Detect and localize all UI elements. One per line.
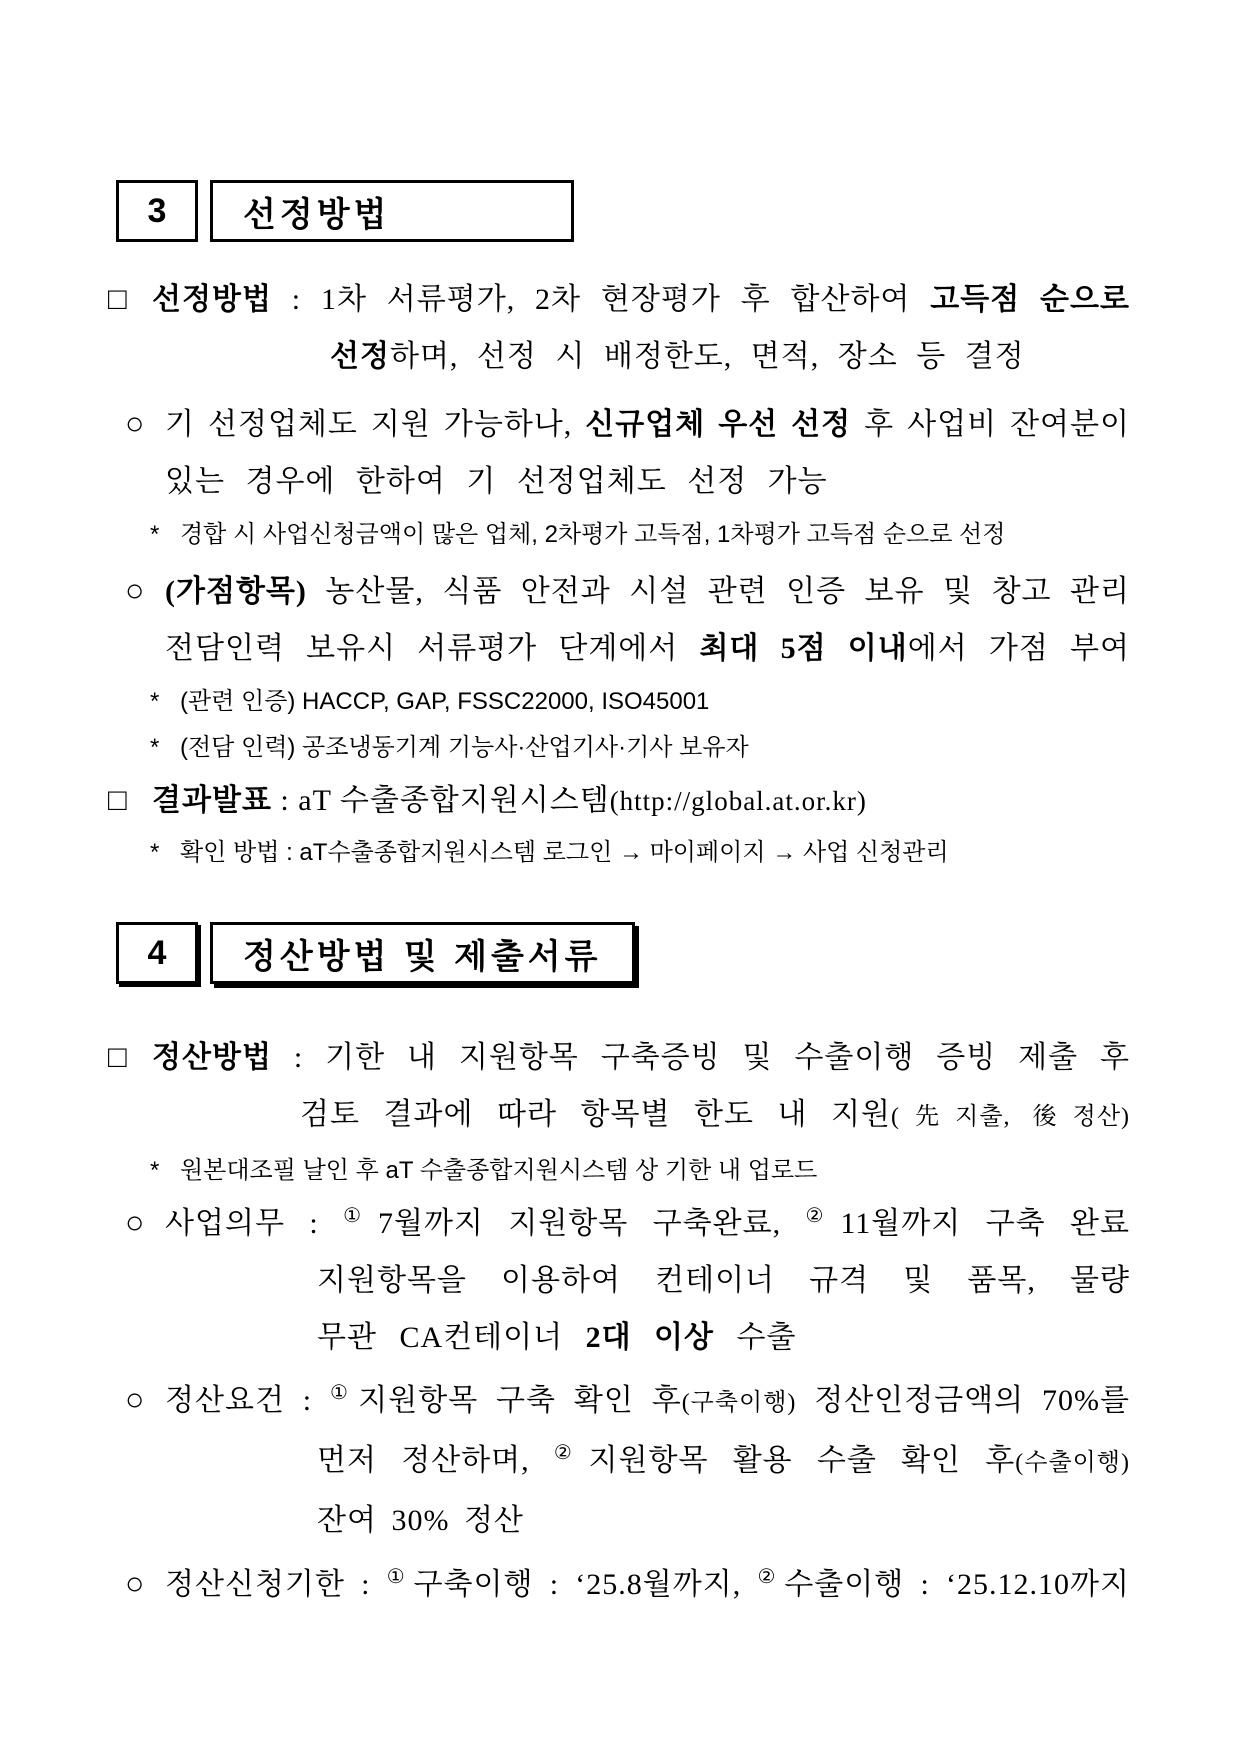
line-text: : 기한 내 지원항목 구축증빙 및 수출이행 증빙 제출 후: [271, 1041, 1130, 1074]
para-existing-company-line2: [165, 453, 1240, 510]
circled-2-marker: ②: [553, 1442, 589, 1464]
result-announcement-label: 결과발표: [152, 784, 272, 817]
note-dedicated-staff: [150, 725, 1240, 771]
line-text: 사업의무 :: [165, 1207, 344, 1240]
line-text: : aT 수출종합지원시스템: [271, 784, 610, 817]
para-bonus-items-line1: [125, 562, 1130, 620]
section-3-number: 3: [147, 191, 167, 230]
note-competition-rule: [150, 512, 1240, 558]
note-text: (관련 인증) HACCP, GAP, FSSC22000, ISO45001: [180, 688, 710, 715]
highlight-2-or-more: 2대 이상: [585, 1321, 715, 1354]
circled-2-marker: ②: [805, 1205, 841, 1227]
line-text: 수출이행 : ‘25.12.10까지: [784, 1568, 1131, 1601]
section-3: [0, 180, 1240, 876]
section-4-title-box: [210, 922, 635, 984]
circle-bullet-marker: ○: [125, 405, 146, 441]
note-check-method: [150, 830, 1240, 876]
note-text: (전담 인력) 공조냉동기계 기능사·산업기사·기사 보유자: [180, 734, 749, 761]
note-text: 확인 방법 : aT수출종합지원시스템 로그인 → 마이페이지 → 사업 신청관리: [180, 839, 949, 866]
asterisk-marker: *: [150, 688, 160, 715]
highlight-max-5-points: 최대 5점 이내: [699, 632, 908, 665]
section-4-title: 정산방법 및 제출서류: [243, 937, 602, 976]
line-text: 정산요건 :: [165, 1384, 330, 1417]
line-text: 기 선정업체도 지원 가능하나,: [165, 408, 586, 441]
section-4-number: 4: [147, 933, 167, 972]
para-settlement-deadline: [125, 1555, 1130, 1613]
circled-2-marker: ②: [757, 1566, 785, 1588]
para-existing-company-line1: [125, 395, 1130, 453]
paren-build-fulfillment: (구축이행): [681, 1390, 797, 1416]
para-settlement-requirement-line1: [125, 1371, 1130, 1432]
line-text: 농산물, 식품 안전과 시설 관련 인증 보유 및 창고 관리: [306, 575, 1130, 608]
asterisk-marker: *: [150, 521, 160, 548]
highlight-new-company-priority: 신규업체 우선 선정: [585, 408, 852, 441]
section-3-title-box: [210, 180, 574, 242]
circle-bullet-marker: ○: [125, 1381, 146, 1417]
para-bonus-items-line2: [165, 620, 1130, 677]
line-text: 전담인력 보유시 서류평가 단계에서: [165, 632, 700, 665]
para-result-announcement: [108, 771, 1240, 830]
note-original-seal-upload: [150, 1148, 1240, 1194]
circled-1-marker: ①: [329, 1382, 359, 1404]
asterisk-marker: *: [150, 839, 160, 866]
circle-bullet-marker: ○: [125, 1565, 146, 1601]
section-3-header: [116, 180, 1240, 242]
line-text: 구축이행 : ‘25.8월까지,: [413, 1568, 758, 1601]
line-text: 지원항목 구축 확인 후: [358, 1384, 682, 1417]
section-4-header: [116, 922, 1240, 984]
line-text: 후 사업비 잔여분이: [851, 408, 1130, 441]
para-settlement-method-line2: [300, 1086, 1130, 1146]
line-text: 정산신청기한 :: [165, 1568, 387, 1601]
bonus-items-label: (가점항목): [165, 575, 307, 608]
line-text: 수출: [714, 1321, 797, 1354]
circled-1-marker: ①: [386, 1566, 414, 1588]
paren-export-fulfillment: (수출이행): [1015, 1450, 1130, 1476]
section-3-title: 선정방법: [243, 195, 391, 234]
settlement-method-label: 정산방법: [152, 1041, 272, 1074]
note-text: 경합 시 사업신청금액이 많은 업체, 2차평가 고득점, 1차평가 고득점 순으로 선정: [180, 521, 1006, 548]
line-text: 에서 가점 부여: [907, 632, 1130, 665]
line-text: 있는 경우에 한하여 기 선정업체도 선정 가능: [165, 465, 828, 498]
para-business-duty-line2: [317, 1252, 1130, 1309]
para-settlement-method-line1: [108, 1028, 1130, 1086]
asterisk-marker: *: [150, 1157, 160, 1184]
circle-bullet-marker: ○: [125, 572, 146, 608]
line-text: 정산인정금액의 70%를: [796, 1384, 1130, 1417]
line-text: 잔여 30% 정산: [317, 1504, 524, 1537]
hanja-prepay-postsettle: (先지출, 後정산): [891, 1104, 1130, 1130]
para-selection-method-line2: [330, 328, 1240, 385]
line-text: 7월까지 지원항목 구축완료,: [377, 1207, 806, 1240]
line-text: 11월까지 구축 완료: [840, 1207, 1130, 1240]
system-url-text: (http://global.at.or.kr): [609, 786, 867, 816]
circle-bullet-marker: ○: [125, 1204, 146, 1240]
highlight-top-score: 고득점 순으로: [930, 283, 1130, 316]
line-text: 먼저 정산하며,: [317, 1444, 554, 1477]
line-text: 하며, 선정 시 배정한도, 면적, 장소 등 결정: [389, 340, 1025, 373]
para-settlement-requirement-line3: [317, 1492, 1240, 1549]
line-text: : 1차 서류평가, 2차 현장평가 후 합산하여: [271, 283, 931, 316]
para-business-duty-line1: [125, 1194, 1130, 1252]
square-bullet-marker: □: [108, 1039, 128, 1074]
note-text: 원본대조필 날인 후 aT 수출종합지원시스템 상 기한 내 업로드: [180, 1157, 818, 1184]
line-text: 검토 결과에 따라 항목별 한도 내 지원: [300, 1098, 892, 1131]
asterisk-marker: *: [150, 734, 160, 761]
line-text: 무관 CA컨테이너: [317, 1321, 586, 1354]
para-business-duty-line3: [317, 1309, 1240, 1366]
circled-1-marker: ①: [343, 1205, 378, 1227]
section-3-number-box: [116, 180, 198, 242]
highlight-selection: 선정: [330, 340, 390, 373]
line-text: 지원항목을 이용하여 컨테이너 규격 및 품목, 물량: [317, 1264, 1130, 1297]
section-4-number-box: [116, 922, 198, 984]
selection-method-label: 선정방법: [152, 283, 272, 316]
square-bullet-marker: □: [108, 281, 128, 316]
para-settlement-requirement-line2: [317, 1432, 1130, 1492]
section-4: [0, 922, 1240, 1613]
note-related-certs: [150, 679, 1240, 725]
square-bullet-marker: □: [108, 782, 128, 817]
line-text: 지원항목 활용 수출 확인 후: [588, 1444, 1016, 1477]
para-selection-method-line1: [108, 270, 1130, 328]
